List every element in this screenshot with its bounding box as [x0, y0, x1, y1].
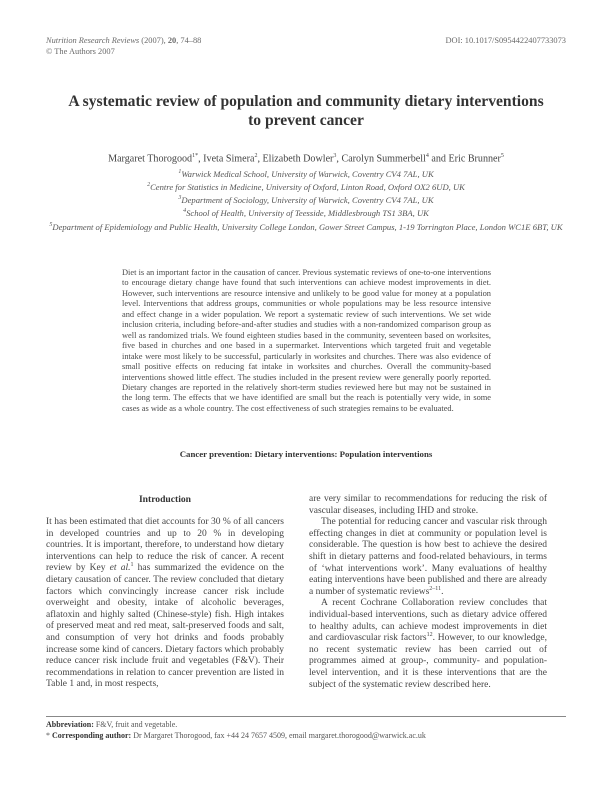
footnote-abbreviation: Abbreviation: F&V, fruit and vegetable. [46, 720, 178, 729]
body-column-right [309, 494, 547, 691]
copyright: © The Authors 2007 [46, 47, 115, 56]
title-line-2: to prevent cancer [248, 111, 364, 129]
paragraph: are very similar to recommendations for reducing the risk of vascular diseases, including IHD and stroke. [309, 494, 547, 516]
author: Iveta Simera [203, 153, 255, 165]
author-list [40, 150, 572, 165]
author-separator: , [257, 153, 263, 165]
author-separator: , [198, 153, 204, 165]
paragraph: The potential for reducing cancer and vascular risk through effecting changes in diet at community or population level is considerable. The question is how best to achieve the desired shift in dietary patterns and food-related behaviours, in terms of ‘what interventions work’. Many evaluations of healthy eating interventions have been published and there are already a number of systematic reviews$^{2-11}$. [309, 517, 547, 597]
abstract: Diet is an important factor in the causation of cancer. Previous systematic reviews of one-to-one interventions to encourage dietary change have found that such interventions can achieve modest improvements in diet. However, such interventions are resource intensive and unlikely to be good value for money at a population level. Interventions that address groups, communities or whole populations may be less resource intensive and effect change in a wider population. We report a systematic review of such interventions. We set wide inclusion criteria, including before-and-after studies and studies with a non-randomized comparison group as well as randomized trials. We found eighteen studies based in the community, seventeen based on worksites, five based in churches and one based in a supermarket. Interventions which targeted fruit and vegetable intake were most likely to be successful, particularly in worksites and churches. There was also evidence of small positive effects on reducing fat intake in worksites and churches. Overall the community-based interventions showed little effect. The studies included in the present review were generally poorly reported. Dietary changes are reported in the relatively short-term studies reviewed here but may not be sustained in the long term. The effects that we have identified are small but the reach is potentially very wide, in some cases as wide as a whole country. The cost effectiveness of such strategies remains to be evaluated. [122, 268, 491, 413]
journal-pages: , 74–88 [176, 36, 202, 45]
journal-volume: 20 [167, 36, 177, 45]
body-column-left [46, 517, 284, 691]
journal-name: Nutrition Research Reviews [46, 36, 140, 45]
running-header-left [46, 35, 201, 57]
footnote-rule [46, 716, 566, 717]
author-and: and [428, 153, 449, 165]
author-separator: , [336, 153, 342, 165]
author-affiliation-sup: 3 [333, 153, 337, 159]
paragraph: It has been estimated that diet accounts for 30 % of all cancers in developed countries and up to 20 % in developing countries. It is important, therefore, to understand how dietary interventions can help to reduce the risk of cancer. A recent review by Key et al.$^1$ has summarized the evidence on the dietary causation of cancer. The review concluded that dietary factors which convincingly increase cancer risk include overweight and obesity, intake of alcoholic beverages, aflatoxin and highly salted (Chinese-style) fish. High intakes of preserved meat and red meat, salt-preserved foods and salt, and consumption of very hot drinks and foods probably increase some kind of cancers. Dietary factors which probably reduce cancer risk include fruit and vegetables (F&V). Their recommendations in relation to cancer prevention are listed in Table 1 and, in most respects, [46, 517, 285, 690]
corresponding-author-contact: Dr Margaret Thorogood, fax +44 24 7657 4509, email margaret.thorogood@warwick.ac.uk [131, 731, 426, 740]
affiliations [36, 167, 576, 233]
section-heading-introduction: Introduction [138, 494, 192, 505]
author: Margaret Thorogood [108, 153, 193, 165]
footnote-corresponding-author: * Corresponding author: Dr Margaret Thorogood, fax +44 24 7657 4509, email margaret.thorogood@warwick.ac.uk [46, 731, 426, 740]
doi: DOI: 10.1017/S0954422407733073 [445, 36, 566, 45]
affiliation: $^3$Department of Sociology, University of Warwick, Coventry CV4 7AL, UK [178, 195, 434, 206]
journal-citation [46, 35, 201, 46]
author: Elizabeth Dowler [262, 153, 334, 165]
author-affiliation-sup: 4 [425, 153, 429, 159]
author-affiliation-sup: 5 [500, 153, 504, 159]
affiliation: $^2$Centre for Statistics in Medicine, University of Oxford, Linton Road, Oxford OX2 6UD, UK [147, 182, 465, 193]
author: Carolyn Summerbell [341, 153, 426, 165]
paragraph: A recent Cochrane Collaboration review concludes that individual-based interventions, such as dietary advice offered to healthy adults, can achieve modest improvements in diet and cardiovascular risk factors$^{12}$. However, to our knowledge, no recent systematic review has been carried out of programmes aimed at group-, community- and population-level intervention, and it is these interventions that are the subject of the systematic review described here. [309, 598, 547, 690]
keywords: Cancer prevention: Dietary interventions: Population interventions [179, 449, 433, 459]
citation-ref: 12 [426, 631, 433, 638]
author-affiliation-sup: 1* [192, 153, 199, 159]
author: Eric Brunner [448, 153, 501, 165]
citation-ref: 1 [130, 562, 134, 569]
affiliation: $^1$Warwick Medical School, University of Warwick, Coventry CV4 7AL, UK [178, 168, 434, 179]
title-line-1: A systematic review of population and community dietary interventions [68, 93, 544, 110]
affiliation: $^5$Department of Epidemiology and Public Health, University College London, Gower Street Campus, 1-19 Torrington Place, London WC1E 6BT, UK [49, 221, 563, 232]
affiliation: $^4$School of Health, University of Teesside, Middlesbrough TS1 3BA, UK [183, 208, 429, 219]
author-affiliation-sup: 2 [254, 153, 258, 159]
article-title [40, 93, 572, 130]
citation-ref: 2–11 [429, 585, 442, 592]
journal-year: (2007), [141, 36, 168, 45]
